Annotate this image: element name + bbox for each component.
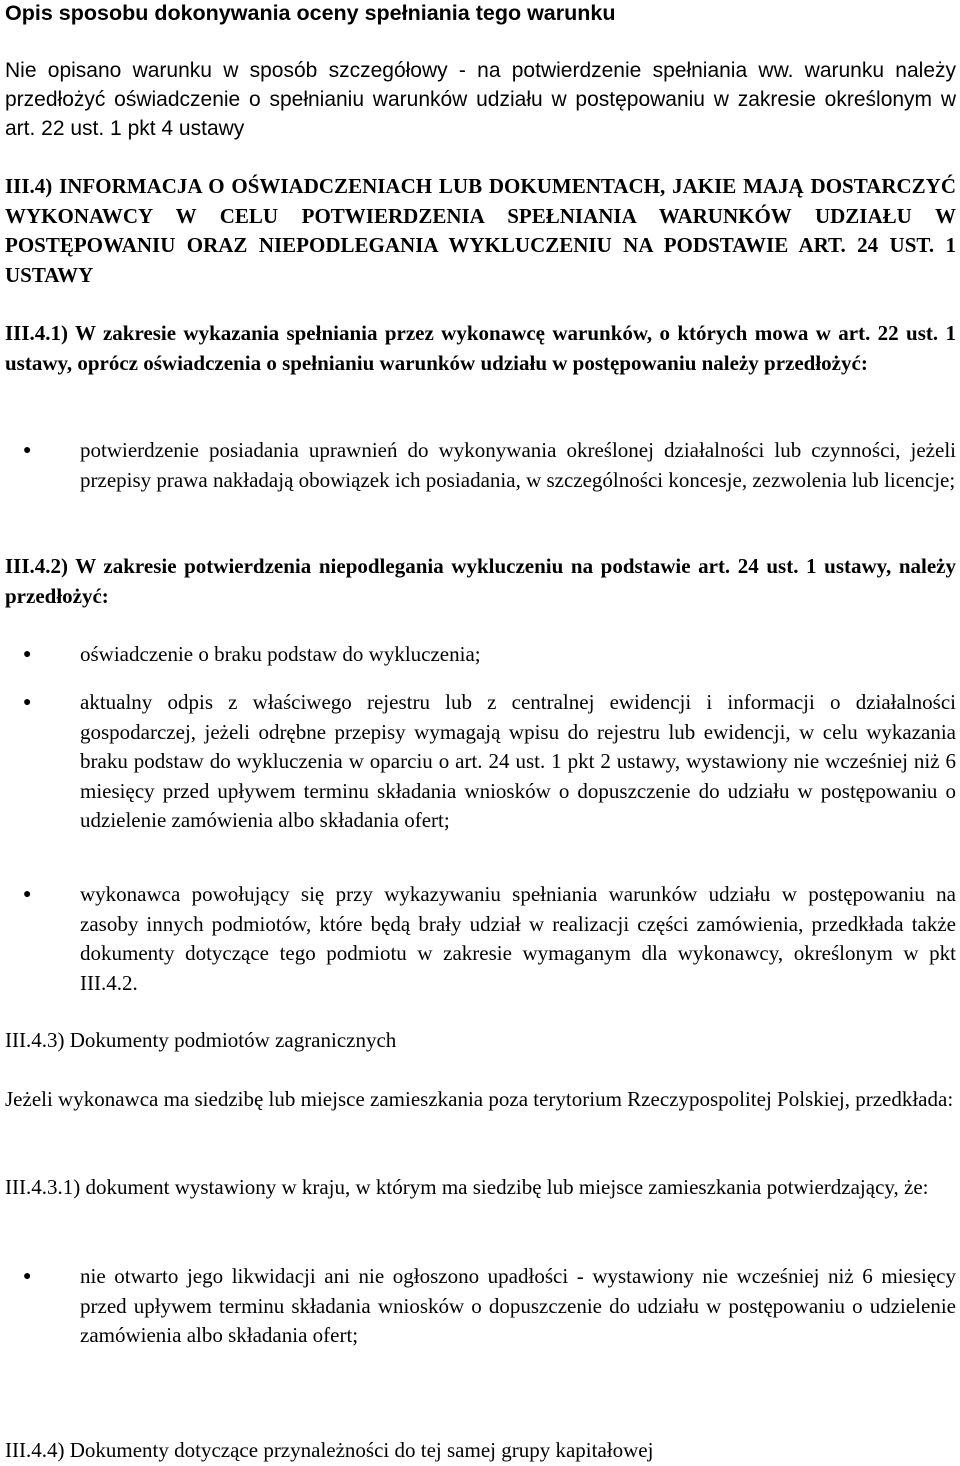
subsection-heading-iii44: III.4.4) Dokumenty dotyczące przynależności do tej samej grupy kapitałowej	[5, 1438, 654, 1462]
list-item-text: aktualny odpis z właściwego rejestru lub z centralnej ewidencji i informacji o działalności gospodarczej, jeżeli odrębne przepisy wymagają wpisu do rejestru lub ewidencji, w celu wykazania braku podstaw do wykluczenia w oparciu o art. 24 ust. 1 pkt 2 ustawy, wystawiony nie wcześniej niż 6 miesięcy przed upływem terminu składania wniosków o dopuszczenie do udziału w postępowaniu o udzielenie zamówienia albo składania ofert;	[80, 690, 956, 832]
list-item	[23, 1262, 956, 1351]
section-heading-iii4: III.4) INFORMACJA O OŚWIADCZENIACH LUB DOKUMENTACH, JAKIE MAJĄ DOSTARCZYĆ WYKONAWCY W CELU POTWIERDZENIA SPEŁNIANIA WARUNKÓW UDZIAŁU W POSTĘPOWANIU ORAZ NIEPODLEGANIA WYKLUCZENIU NA PODSTAWIE ART. 24 UST. 1 USTAWY	[5, 174, 956, 287]
list-item	[23, 880, 956, 998]
intro-paragraph: Nie opisano warunku w sposób szczegółowy - na potwierdzenie spełniania ww. warunku należy przedłożyć oświadczenie o spełnianiu warunków udziału w postępowaniu w zakresie określonym w art. 22 ust. 1 pkt 4 ustawy	[5, 59, 956, 140]
foreign-entities-paragraph: Jeżeli wykonawca ma siedzibę lub miejsce zamieszkania poza terytorium Rzeczypospolitej Polskiej, przedkłada:	[5, 1087, 954, 1111]
bullet-icon: ●	[23, 443, 32, 458]
list-item	[23, 688, 956, 836]
subsection-iii431-paragraph: III.4.3.1) dokument wystawiony w kraju, w którym ma siedzibę lub miejsce zamieszkania potwierdzający, że:	[5, 1175, 929, 1199]
subsection-heading-iii43: III.4.3) Dokumenty podmiotów zagranicznych	[5, 1028, 397, 1052]
list-item	[23, 436, 956, 495]
bullet-icon: ●	[23, 695, 32, 710]
section-heading-evaluation: Opis sposobu dokonywania oceny spełniania tego warunku	[5, 1, 616, 25]
bullet-icon: ●	[23, 1269, 32, 1284]
list-item-text: wykonawca powołujący się przy wykazywaniu spełniania warunków udziału w postępowaniu na zasoby innych podmiotów, które będą brały udział w realizacji części zamówienia, przedkłada także dokumenty dotyczące tego podmiotu w zakresie wymaganym dla wykonawcy, określonym w pkt III.4.2.	[80, 882, 956, 995]
bullet-icon: ●	[23, 887, 32, 902]
subsection-heading-iii42: III.4.2) W zakresie potwierdzenia niepodlegania wykluczeniu na podstawie art. 24 ust. 1 ustawy, należy przedłożyć:	[5, 554, 956, 608]
list-item-text: potwierdzenie posiadania uprawnień do wykonywania określonej działalności lub czynności, jeżeli przepisy prawa nakładają obowiązek ich posiadania, w szczególności koncesje, zezwolenia lub licencje;	[80, 438, 956, 492]
bullet-icon: ●	[23, 647, 32, 662]
subsection-heading-iii41: III.4.1) W zakresie wykazania spełniania przez wykonawcę warunków, o których mowa w art. 22 ust. 1 ustawy, oprócz oświadczenia o spełnianiu warunków udziału w postępowaniu należy przedłożyć:	[5, 321, 956, 375]
list-item-text: nie otwarto jego likwidacji ani nie ogłoszono upadłości - wystawiony nie wcześniej niż 6 miesięcy przed upływem terminu składania wniosków o dopuszczenie do udziału w postępowaniu o udzielenie zamówienia albo składania ofert;	[80, 1264, 956, 1347]
list-item-text: oświadczenie o braku podstaw do wykluczenia;	[80, 642, 481, 666]
list-item	[23, 640, 956, 670]
